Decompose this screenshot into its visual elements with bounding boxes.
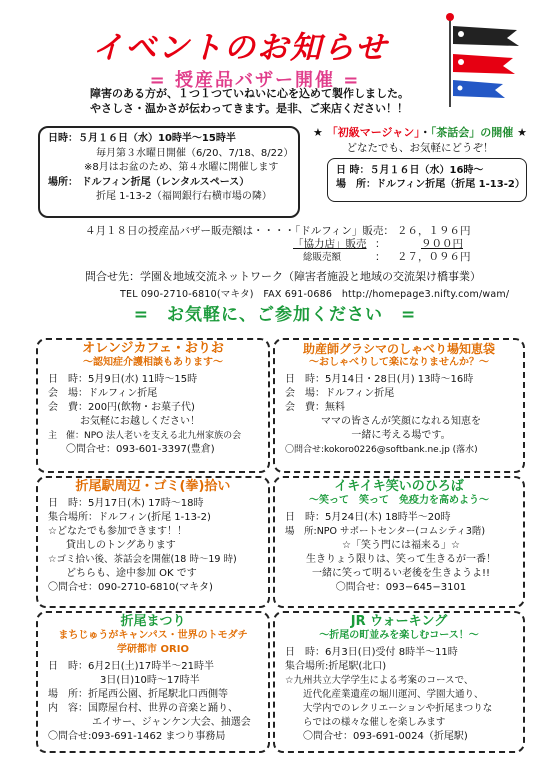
event-title: 折尾まつり bbox=[120, 614, 186, 629]
sales-value: ２７，０９６円 bbox=[397, 251, 471, 263]
event-line: 内 容：国際屋台村、世界の音楽と踊り、 bbox=[48, 703, 238, 714]
event-line: 一緒に笑って明るい老後を生きようよ!! bbox=[311, 568, 491, 579]
event-line: 日 時：5月14日・28日(月) 13時〜16時 bbox=[285, 374, 474, 385]
contact-line: 問合せ先：学園＆地域交流ネットワーク（障害者施設と地域の交流架け橋事業） bbox=[85, 270, 481, 283]
sales-label: ４月１８日の授産品バザー販売額は・・・・「ドルフィン」販売： bbox=[85, 225, 394, 237]
bazaar-heading: = 授産品バザー開催 = bbox=[149, 70, 361, 91]
bazaar-address: 折尾 1-13-2（福岡銀行右横市場の隣） bbox=[96, 191, 272, 203]
bazaar-note: ※8月はお盆のため、第４水曜に開催します bbox=[84, 162, 279, 174]
event-subtitle: まちじゅうがキャンパス・世界のトモダチ bbox=[58, 630, 248, 641]
sales-row bbox=[85, 238, 505, 251]
bazaar-schedule: 毎月第３水曜日開催（6/20、7/18、8/22） bbox=[96, 147, 294, 159]
event-subtitle: 〜おしゃべりして楽になりませんか？〜 bbox=[309, 357, 489, 368]
mahjong-place: 場 所：ドルフィン折尾（折尾 1-13-2） bbox=[336, 179, 525, 190]
sales-colon: ： bbox=[375, 238, 386, 250]
event-title: 折尾駅周辺・ゴミ(拳)拾い bbox=[75, 479, 231, 494]
event-contact: 〇問合せ:kokoro0226@softbank.ne.jp (落水) bbox=[285, 445, 478, 455]
event-subtitle: 〜笑って 笑って 免疫力を高めよう〜 bbox=[309, 495, 489, 506]
event-line: 日 時：5月9日(水) 11時〜15時 bbox=[48, 374, 198, 385]
event-line: 主 催：NPO 法人老いを支える北九州家族の会 bbox=[48, 431, 242, 441]
sales-value: ９００円 bbox=[421, 238, 463, 250]
event-line: ☆九州共立大学学生による考案のコースで、 bbox=[285, 675, 474, 686]
event-line: 場 所：折尾西公園、折尾駅北口西側等 bbox=[48, 689, 228, 700]
event-title: 助産師グラシマのしゃべり場知恵袋 bbox=[302, 342, 495, 356]
mahjong-heading bbox=[300, 124, 540, 140]
event-line: エイサー、ジャンケン大会、抽選会 bbox=[92, 717, 251, 728]
sales-row bbox=[85, 225, 505, 238]
event-line: 会 場：ドルフィン折尾 bbox=[285, 388, 395, 399]
event-line: 会 費：無料 bbox=[285, 402, 345, 413]
sales-value: ２６，１９６円 bbox=[397, 225, 471, 237]
mahjong-info-box bbox=[327, 158, 527, 202]
contact-details: TEL 090-2710-6810(マキタ) FAX 691-0686 http://homepage3.nifty.com/wam/ bbox=[120, 289, 510, 300]
event-line: ママの皆さんが笑顔になれる知恵を bbox=[321, 416, 481, 427]
star-icon: ★ bbox=[313, 126, 323, 139]
event-contact: 〇問合せ：093-691-0024（折尾駅) bbox=[303, 731, 468, 742]
sales-colon: ： bbox=[375, 251, 386, 263]
bazaar-date: 日時：５月１６日（水）10時半〜15時半 bbox=[48, 133, 236, 144]
event-title: オレンジカフェ・おりお bbox=[82, 341, 224, 356]
event-line: 大学内でのレクリエーションや折尾まつりな bbox=[303, 703, 493, 714]
event-line: 日 時：5月17日(木) 17時〜18時 bbox=[48, 498, 204, 509]
sales-label: 「協力店」販売 bbox=[293, 238, 367, 250]
event-line: ☆ゴミ拾い後、茶話会を開催(18 時〜19 時) bbox=[48, 554, 237, 565]
event-card-laughter bbox=[273, 476, 525, 608]
event-title: JR ウォーキング bbox=[350, 614, 448, 629]
event-card-cleanup bbox=[36, 476, 270, 608]
event-line: 近代化産業遺産の堀川運河、学園大通り、 bbox=[303, 689, 484, 700]
event-contact: 〇問合せ：093-601-3397(豊倉) bbox=[66, 444, 215, 455]
bazaar-info-box bbox=[38, 126, 300, 218]
event-line: 日 時：6月2日(土)17時半〜21時半 bbox=[48, 661, 214, 672]
event-line: 会 場：ドルフィン折尾 bbox=[48, 388, 158, 399]
tea-title-part: 「茶話会」 bbox=[430, 126, 481, 139]
intro-text bbox=[90, 86, 510, 116]
intro-line: 障害のある方が、１つ１つていねいに心を込めて製作しました。 bbox=[90, 87, 409, 100]
event-subtitle: 〜認知症介護相談もあります〜 bbox=[83, 357, 223, 368]
mahjong-date: 日 時：５月１６日（水）16時〜 bbox=[336, 165, 484, 176]
event-line: 貸出しのトングあります bbox=[66, 540, 176, 551]
sales-label: 総販売額 bbox=[303, 252, 342, 263]
star-icon: ★ bbox=[517, 126, 527, 139]
mahjong-subtext: どなたでも、お気軽にどうぞ！ bbox=[346, 142, 494, 154]
event-card-orange-cafe bbox=[36, 338, 270, 473]
event-subtitle: 〜折尾の町並みを楽しむコース！〜 bbox=[319, 630, 479, 641]
event-title: イキイキ笑いのひろば bbox=[334, 479, 464, 494]
event-line: ☆どなたでも参加できます！！ bbox=[48, 526, 187, 537]
event-line: ☆「笑う門には福来る」☆ bbox=[342, 540, 460, 551]
page-title: イベントのお知らせ bbox=[91, 30, 389, 66]
event-line: 会 費：200円(飲物・お菓子代) bbox=[48, 402, 195, 413]
event-line: お気軽にお越しください！ bbox=[80, 416, 200, 427]
bazaar-place: 場所： ドルフィン折尾（レンタルスペース） bbox=[48, 176, 250, 188]
event-line: どちらも、途中参加 OK です bbox=[66, 568, 197, 579]
event-line: 3日(日)10時〜17時半 bbox=[100, 675, 200, 686]
sales-summary bbox=[85, 225, 505, 264]
event-line: 日 時：6月3日(日)受付 8時半〜11時 bbox=[285, 647, 458, 658]
event-line: 日 時：5月24日(木) 18時半〜20時 bbox=[285, 512, 451, 523]
event-contact: 〇問合せ:093-691-1462 まつり事務局 bbox=[48, 731, 226, 742]
intro-line: やさしさ・温かさが伝わってきます。是非、ご来店ください！！ bbox=[90, 102, 409, 115]
event-line: 生きりょう限りは、笑って生きるが一番！ bbox=[306, 554, 496, 565]
sales-row bbox=[85, 251, 505, 264]
event-line: 集合場所：ドルフィン(折尾 1-13-2) bbox=[48, 512, 211, 523]
event-contact: 〇問合せ：093−645−3101 bbox=[335, 582, 467, 593]
event-line: 一緒に考える場です。 bbox=[351, 430, 451, 441]
event-card-midwife bbox=[273, 338, 525, 473]
mahjong-title-end: の開催 bbox=[480, 126, 514, 139]
mahjong-title-part: 「初級マージャン」 bbox=[326, 126, 420, 139]
event-subtitle: 学研都市 ORIO bbox=[117, 644, 189, 655]
join-heading: = お気軽に、ご参加ください = bbox=[133, 305, 417, 325]
event-card-jr-walking bbox=[273, 611, 525, 753]
event-line: 集合場所:折尾駅(北口) bbox=[285, 661, 387, 672]
mahjong-title-sep: ・ bbox=[419, 126, 431, 139]
event-card-festival bbox=[36, 611, 270, 753]
event-line: らではの様々な催しを楽しみます bbox=[303, 717, 446, 728]
event-line: 場 所:NPO サポートセンター(コムシティ3階) bbox=[285, 526, 486, 537]
event-contact: 〇問合せ：090-2710-6810(マキタ) bbox=[48, 582, 213, 593]
